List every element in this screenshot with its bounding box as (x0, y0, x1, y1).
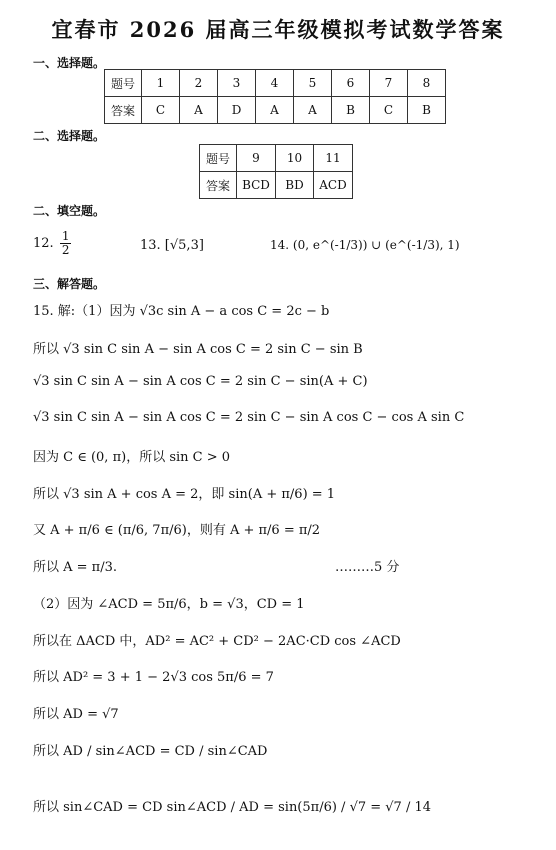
solution-line-6: 所以 √3 sin A + cos A = 2，即 sin(A + π/6) = 1 (33, 487, 336, 502)
table-cell: B (332, 97, 370, 124)
table-cell: A (294, 97, 332, 124)
solution-line-10: 所以在 ΔACD 中，AD² = AC² + CD² − 2AC·CD cos ∠ACD (33, 634, 401, 649)
page-title: 宜春市 2026 届高三年级模拟考试数学答案 (51, 17, 505, 42)
answer-table-2 (199, 144, 353, 199)
table-cell: A (180, 97, 218, 124)
table-cell: 7 (370, 70, 408, 97)
solution-line-1: 15. 解:（1）因为 √3c sin A − a cos C = 2c − b (33, 304, 330, 319)
table-row (105, 70, 446, 97)
table-header-cell: 答案 (200, 172, 237, 199)
q12-fraction: $\frac{1}{2}$ (61, 229, 70, 258)
table-cell: ACD (314, 172, 353, 199)
table-cell: 4 (256, 70, 294, 97)
table-cell: BCD (237, 172, 276, 199)
table-cell: A (256, 97, 294, 124)
answer-table-1 (104, 69, 446, 124)
solution-line-4: √3 sin C sin A − sin A cos C = 2 sin C − sin A cos C − cos A sin C (33, 410, 465, 425)
q12-label: 12. (33, 236, 54, 252)
table-cell: 5 (294, 70, 332, 97)
table-row (200, 172, 353, 199)
table-cell: 8 (408, 70, 446, 97)
solution-line-3: √3 sin C sin A − sin A cos C = 2 sin C − sin(A + C) (33, 374, 368, 389)
score-note: ………5 分 (335, 560, 400, 575)
q14-answer: 14. (0, e^(-1/3)) ∪ (e^(-1/3), 1) (270, 238, 460, 252)
table-cell: 11 (314, 145, 353, 172)
section-heading-fill: 二、填空题。 (33, 204, 106, 218)
solution-line-2: 所以 √3 sin C sin A − sin A cos C = 2 sin C − sin B (33, 342, 363, 357)
solution-line-7: 又 A + π/6 ∈ (π/6, 7π/6)，则有 A + π/6 = π/2 (33, 523, 321, 538)
solution-line-5: 因为 C ∈ (0, π)，所以 sin C > 0 (33, 450, 231, 465)
table-cell: BD (276, 172, 314, 199)
table-header-cell: 题号 (105, 70, 142, 97)
table-cell: 2 (180, 70, 218, 97)
table-cell: B (408, 97, 446, 124)
table-header-cell: 题号 (200, 145, 237, 172)
solution-line-14: 所以 sin∠CAD = CD sin∠ACD / AD = sin(5π/6) / √7 = √7 / 14 (33, 800, 432, 815)
q13-answer: 13. [√5,3] (140, 238, 204, 253)
solution-line-13: 所以 AD / sin∠ACD = CD / sin∠CAD (33, 744, 268, 759)
solution-line-8: 所以 A = π/3. (33, 560, 118, 575)
solution-line-12: 所以 AD = √7 (33, 707, 119, 722)
solution-line-11: 所以 AD² = 3 + 1 − 2√3 cos 5π/6 = 7 (33, 670, 274, 685)
table-cell: D (218, 97, 256, 124)
table-row (200, 145, 353, 172)
table-header-cell: 答案 (105, 97, 142, 124)
table-cell: 6 (332, 70, 370, 97)
section-heading-choice-2: 二、选择题。 (33, 129, 106, 143)
table-cell: 1 (142, 70, 180, 97)
table-cell: C (370, 97, 408, 124)
solution-line-9: （2）因为 ∠ACD = 5π/6，b = √3，CD = 1 (33, 597, 305, 612)
table-cell: 3 (218, 70, 256, 97)
table-cell: C (142, 97, 180, 124)
fill-answers (33, 230, 73, 257)
table-cell: 10 (276, 145, 314, 172)
section-heading-choice: 一、选择题。 (33, 56, 106, 70)
section-heading-solution: 三、解答题。 (33, 277, 106, 291)
table-cell: 9 (237, 145, 276, 172)
table-row (105, 97, 446, 124)
